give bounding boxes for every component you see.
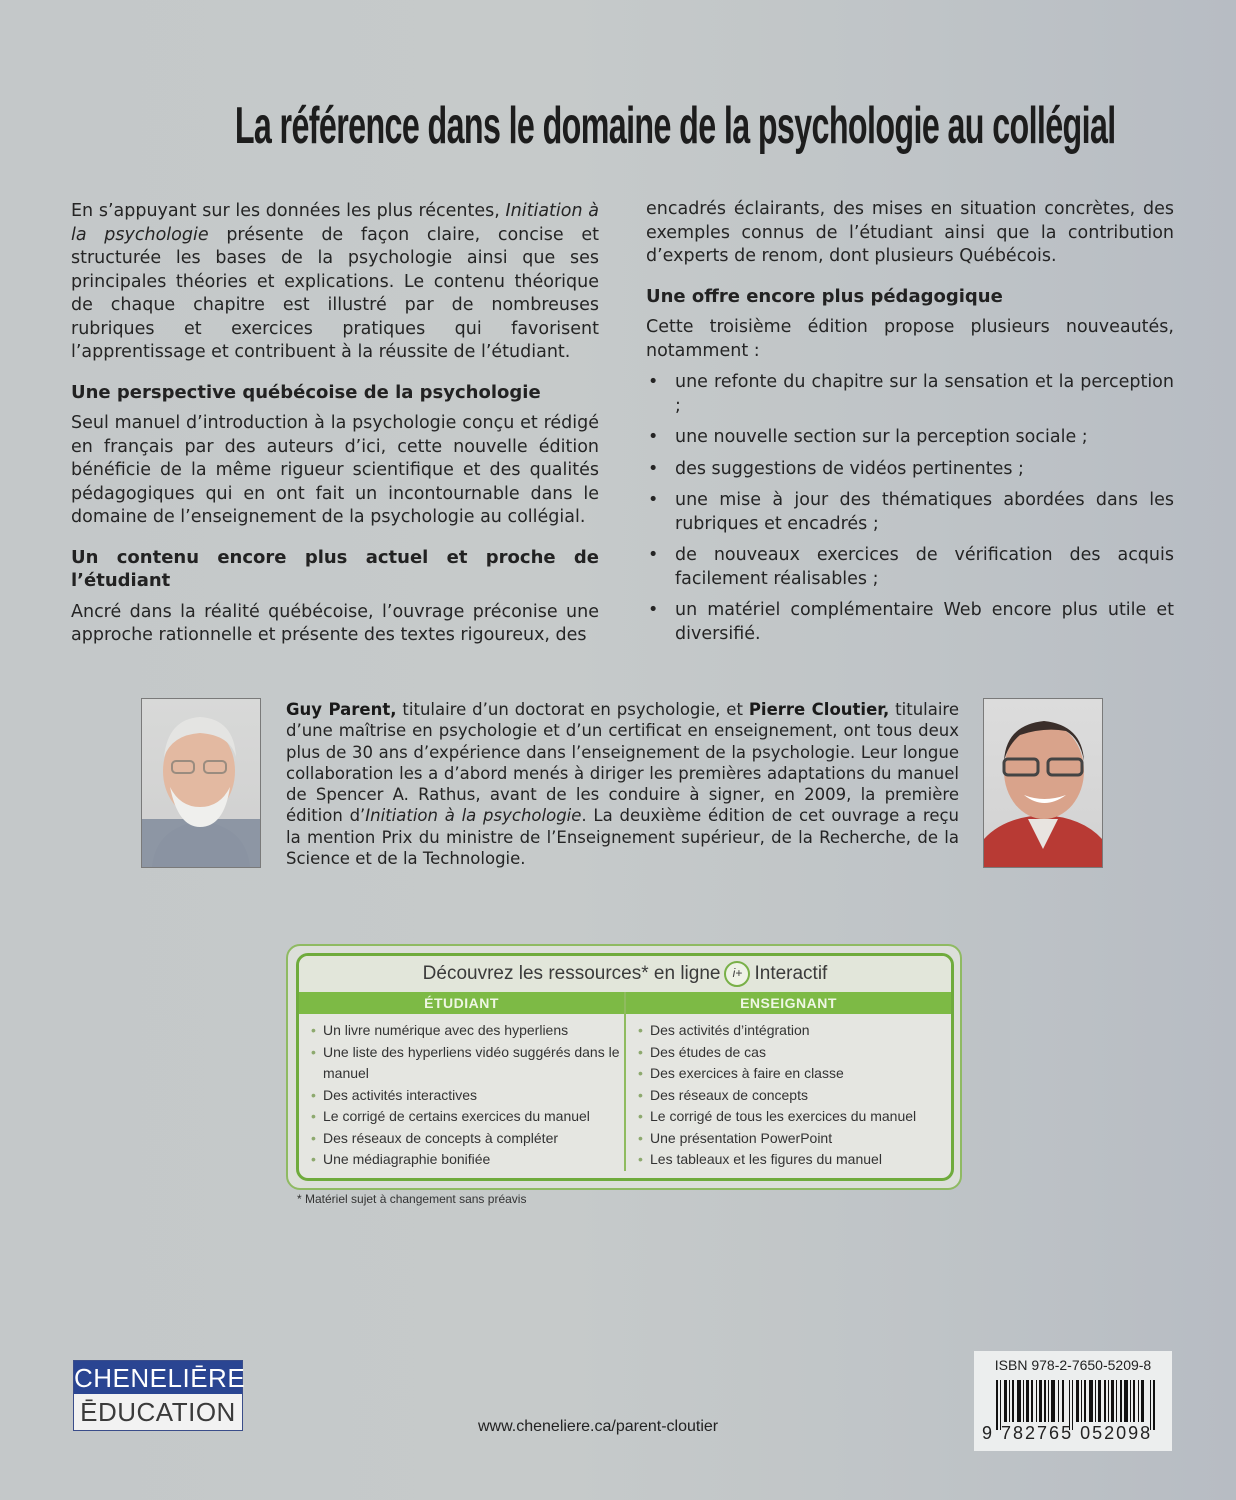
resources-columns: [299, 992, 951, 1171]
teacher-column-header: ENSEIGNANT: [626, 992, 951, 1014]
right-column: [646, 198, 1174, 654]
heading-perspective: Une perspective québécoise de la psychologie: [71, 381, 541, 403]
bio-text: titulaire d’une maîtrise en psychologie et d’un certificat en enseignement, ont tous deux plus de 30 ans d’expérience dans l’enseignement de la psychologie. Leur longue collaboration les a d’abord menés à diriger les premières adaptations du manuel de Spencer A. Rathus, avant de les conduire à signer, en 2009, la première édition d’: [286, 700, 960, 826]
offre-paragraph: Cette troisième édition propose plusieurs nouveautés, notamment :: [646, 317, 1174, 361]
teacher-resources-list: [626, 1014, 951, 1171]
resources-footnote: * Matériel sujet à changement sans préavis: [297, 1192, 527, 1206]
resource-item: • Une médiagraphie bonifiée: [309, 1149, 624, 1171]
teacher-resources-column: [624, 992, 951, 1171]
contenu-paragraph: Ancré dans la réalité québécoise, l’ouvrage préconise une approche rationnelle et présente des textes rigoureux, des: [71, 601, 599, 645]
left-column: [71, 200, 599, 648]
author-name-guy-parent: Guy Parent,: [286, 700, 397, 719]
isbn-label: ISBN 978-2-7650-5209-8: [994, 1357, 1152, 1373]
resources-heading-text: Découvrez les ressources* en ligne: [422, 963, 721, 984]
isbn-barcode-block: [974, 1351, 1172, 1451]
contenu-paragraph-continued: encadrés éclairants, des mises en situation concrètes, des exemples connus de l’étudiant ainsi que la contribution d’experts de renom, dont plusieurs Québécois.: [646, 199, 1174, 266]
author-photo-guy-parent: [141, 698, 261, 868]
bio-text: titulaire d’un doctorat en psychologie, et: [396, 700, 749, 719]
resource-item: • Des réseaux de concepts à compléter: [309, 1128, 624, 1150]
heading-contenu: Un contenu encore plus actuel et proche de l’étudiant: [71, 546, 599, 591]
resource-item: • Une liste des hyperliens vidéo suggérés dans le manuel: [309, 1042, 624, 1085]
book-title-italic: Initiation à la psychologie: [365, 806, 582, 826]
portrait-icon: [142, 699, 260, 867]
resource-item: • Des activités interactives: [309, 1085, 624, 1107]
portrait-icon: [984, 699, 1102, 867]
resource-item: • Des études de cas: [636, 1042, 951, 1064]
resources-box: [296, 953, 954, 1181]
book-title-italic: Initiation à la psychologie: [71, 201, 599, 245]
resource-item: • Des activités d’intégration: [636, 1020, 951, 1042]
new-features-list: [646, 371, 1174, 646]
student-column-header: ÉTUDIANT: [299, 992, 624, 1014]
isbn-digits: 9 782765 052098: [982, 1423, 1153, 1443]
heading-offre: Une offre encore plus pédagogique: [646, 285, 1003, 307]
feature-item: • de nouveaux exercices de vérification des acquis facilement réalisables ;: [646, 544, 1174, 591]
student-resources-list: [299, 1014, 624, 1171]
intro-text-end: présente de façon claire, concise et structurée les bases de la psychologie ainsi que ses principales théories et explications. Le contenu théorique de chaque chapitre est illustré par de nombreuses rubriques et exercices pratiques qui favorisent l’apprentissage et contribuent à la réussite de l’étudiant.: [71, 224, 599, 362]
resources-heading: [299, 956, 951, 992]
intro-text-start: En s’appuyant sur les données les plus récentes,: [71, 201, 506, 221]
interactif-label: Interactif: [754, 963, 828, 984]
feature-item: • une refonte du chapitre sur la sensation et la perception ;: [646, 371, 1174, 418]
feature-item: • des suggestions de vidéos pertinentes ;: [646, 458, 1174, 482]
publisher-url[interactable]: www.cheneliere.ca/parent-cloutier: [478, 1418, 719, 1435]
bio-text: . La deuxième édition de cet ouvrage a reçu la mention Prix du ministre de l’Enseignement supérieur, de la Recherche, de la Science et de la Technologie.: [286, 806, 959, 869]
author-name-pierre-cloutier: Pierre Cloutier,: [748, 700, 890, 719]
resource-item: • Les tableaux et les figures du manuel: [636, 1149, 951, 1171]
cover-title: La référence dans le domaine de la psychologie au collégial: [234, 97, 1116, 155]
feature-item: • un matériel complémentaire Web encore plus utile et diversifié.: [646, 599, 1174, 646]
resource-item: • Le corrigé de certains exercices du manuel: [309, 1106, 624, 1128]
logo-cheneliere: CHENELIĒRE: [74, 1363, 246, 1393]
feature-item: • une nouvelle section sur la perception sociale ;: [646, 426, 1174, 450]
resource-item: • Des réseaux de concepts: [636, 1085, 951, 1107]
resource-item: • Des exercices à faire en classe: [636, 1063, 951, 1085]
interactif-i-plus-icon: i+: [724, 961, 750, 987]
logo-education: ĒDUCATION: [74, 1394, 242, 1430]
resource-item: • Un livre numérique avec des hyperliens: [309, 1020, 624, 1042]
feature-item: • une mise à jour des thématiques abordées dans les rubriques et encadrés ;: [646, 489, 1174, 536]
intro-paragraph: [71, 200, 599, 365]
resource-item: • Une présentation PowerPoint: [636, 1128, 951, 1150]
publisher-logo: [73, 1360, 246, 1431]
author-photo-pierre-cloutier: [983, 698, 1103, 868]
perspective-paragraph: Seul manuel d’introduction à la psychologie conçu et rédigé en français par des auteurs d’ici, cette nouvelle édition bénéficie de la même rigueur scientifique et des qualités pédagogiques qui en ont fait un incontournable dans le domaine de l’enseignement de la psychologie au collégial.: [71, 413, 599, 527]
authors-bio: [286, 699, 959, 869]
student-resources-column: [299, 992, 624, 1171]
resource-item: • Le corrigé de tous les exercices du manuel: [636, 1106, 951, 1128]
